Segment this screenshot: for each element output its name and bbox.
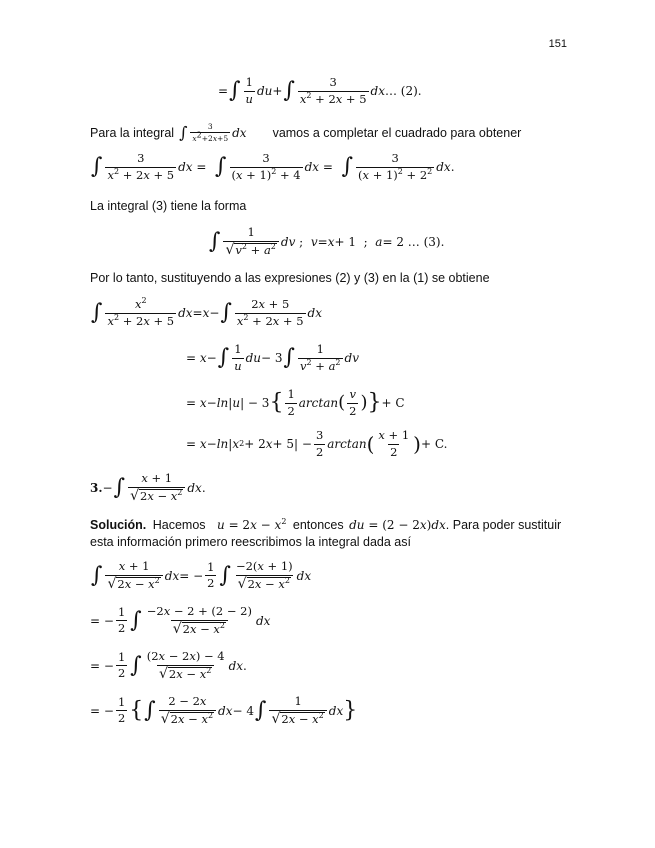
equation-2: ∫ $\frac{3}{x^2 + 2x + 5}$ dx = ∫ $\frac{3}{(x + 1)^2 + 4}$ dx = ∫ $\frac{3}{(x + 1)^2 + 2^2}$ dx . <box>91 151 455 182</box>
equation-4: ∫ $\frac{x^2}{x^2 + 2x + 5}$ dx = x − ∫ $\frac{2x + 5}{x^2 + 2x + 5}$ dx <box>91 296 322 328</box>
equation-10: = − $\frac{1}{2}$ ∫ (2x − 2x) − 4 √ $2x - x^2$ dx . <box>90 649 247 682</box>
paragraph-1-end: vamos a completar el cuadrado para obtener <box>272 125 522 140</box>
equation-8: ∫ x + 1 √ $2x - x^2$ dx = − $\frac{1}{2}$ ∫ −2(x + 1) √ $2x - x^2$ dx <box>91 559 312 592</box>
page-number: 151 <box>548 38 567 50</box>
solution-line-2: esta información primero reescribimos la integral dada así <box>90 535 411 549</box>
paragraph-3: Por lo tanto, sustituyendo a las expresiones (2) y (3) en la (1) se obtiene <box>90 271 490 285</box>
solution-line-1: Solución. Hacemos $u = 2x - x^2$ entonces du = (2 − 2x)dx. Para poder sustituir <box>90 517 562 532</box>
solution-text-b: entonces <box>292 518 344 532</box>
equation-5: = x − ∫ $\frac{1}{u}$ du − 3 ∫ $\frac{1}{v^2 + a^2}$ dv <box>186 342 359 373</box>
exercise-3: 3. − ∫ x + 1 √ $2x - x^2$ dx . <box>90 471 206 504</box>
equation-6: = x − ln | u | − 3 { $\frac{1}{2}$ arctan ( $\frac{v}{2}$ ) } + C <box>186 387 405 418</box>
equation-11: = − $\frac{1}{2}$ { ∫ 2 − 2x √ $2x - x^2$ dx − 4 ∫ 1 √ $2x - x^2$ dx } <box>90 694 358 727</box>
solution-label: Solución. <box>90 518 147 532</box>
equation-9: = − $\frac{1}{2}$ ∫ −2x − 2 + (2 − 2) √ $2x - x^2$ dx <box>90 604 271 637</box>
solution-text-c: . Para poder sustituir <box>445 518 562 532</box>
paragraph-2: La integral (3) tiene la forma <box>90 199 247 213</box>
paragraph-1-start: Para la integral <box>90 125 175 140</box>
equation-1: = ∫ $\frac{1}{u}$ du + ∫ $\frac{3}{x^2 + 2x + 5}$ dx … (2). <box>218 75 422 106</box>
equation-3: ∫ 1 √ $v^2 + a^2$ dv ; v = x + 1 ; a = 2 … (3). <box>209 225 445 258</box>
exercise-number: 3. <box>90 480 103 495</box>
equation-7: = x − ln | x 2 + 2 x + 5| − $\frac{3}{2}$ arctan ( $\frac{x + 1}{2}$ ) + C. <box>186 428 448 459</box>
solution-text-a: Hacemos <box>152 518 206 532</box>
paragraph-1: Para la integral ∫ $\frac{3}{x^2+2x+5}$ dx vamos a completar el cuadrado para obtener <box>90 122 522 143</box>
